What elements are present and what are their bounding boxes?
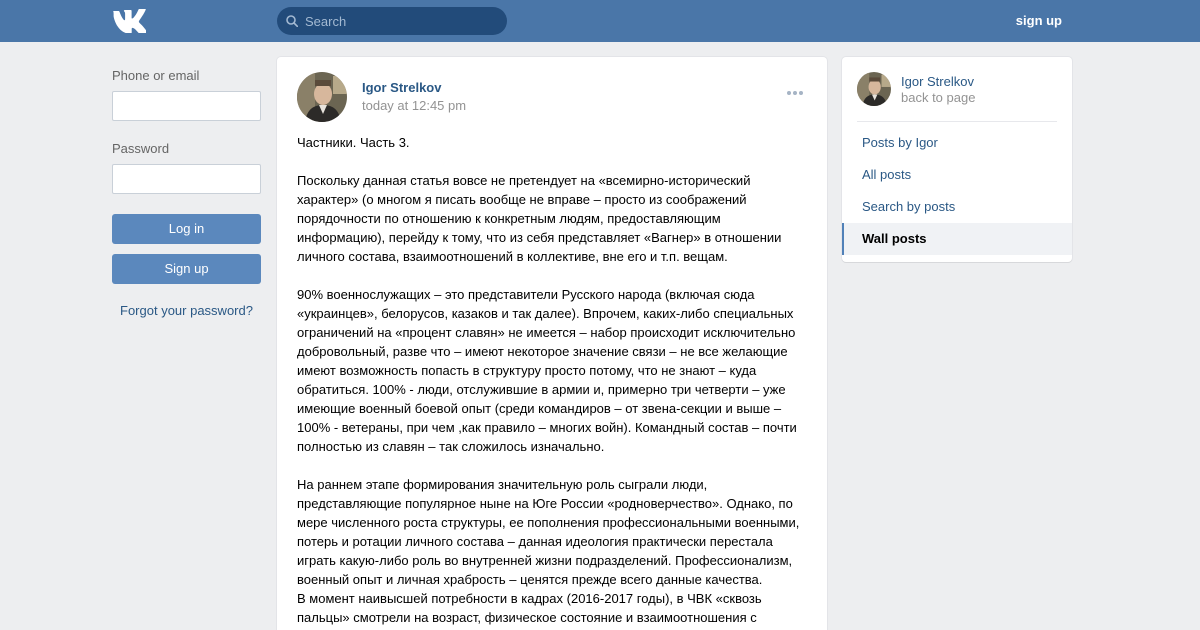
- search-input[interactable]: [305, 7, 500, 35]
- phone-email-input[interactable]: [112, 91, 261, 121]
- forgot-password-link[interactable]: Forgot your password?: [120, 303, 253, 318]
- owner-name[interactable]: Igor Strelkov: [901, 74, 974, 89]
- password-input[interactable]: [112, 164, 261, 194]
- signup-button[interactable]: Sign up: [112, 254, 261, 284]
- nav-item-all-posts[interactable]: All posts: [862, 167, 912, 182]
- top-bar: [0, 0, 1200, 42]
- post-paragraph: 90% военнослужащих – это представители Русского народа (включая сюда «украинцев», белорусов, казаков и так далее). Впрочем, каких-либо специальных ограничений на «процент славян» не имеется – набор происходит исключительно добровольный, разве что – имеют некоторое значение связи – не все желающие имеют возможность попасть в структуру просто потому, что не знают – куда обратиться. 100% - люди, отслужившие в армии и, примерно три четверти – уже имеющие военный боевой опыт (среди командиров – от звена-секции и выше – 100% - ветераны, при чем ,как правило – многих войн). Командный состав – почти полностью из славян – так сложилось изначально.: [297, 287, 797, 454]
- post-text: [297, 133, 809, 630]
- post-author[interactable]: Igor Strelkov: [362, 80, 442, 95]
- post-timestamp[interactable]: today at 12:45 pm: [362, 98, 467, 113]
- nav-item-wall-posts[interactable]: Wall posts: [842, 223, 1072, 255]
- search-icon: [286, 15, 298, 27]
- search-box[interactable]: [277, 7, 507, 35]
- back-to-page-link[interactable]: back to page: [901, 90, 976, 105]
- password-label: Password: [112, 141, 170, 156]
- post-paragraph: В момент наивысшей потребности в кадрах (2016-2017 годы), в ЧВК «сквозь пальцы» смотрели на возраст, физическое состояние и взаимоотношения с: [297, 591, 762, 625]
- phone-label: Phone or email: [112, 68, 200, 83]
- signup-link[interactable]: sign up: [1015, 13, 1062, 28]
- divider: [857, 121, 1057, 122]
- nav-item-search-posts[interactable]: Search by posts: [862, 199, 956, 214]
- owner-avatar[interactable]: [857, 72, 891, 106]
- wall-post: [277, 57, 827, 630]
- login-form: [112, 68, 261, 318]
- author-avatar[interactable]: [297, 72, 347, 122]
- vk-logo-icon[interactable]: [112, 9, 146, 33]
- avatar-photo-icon: [297, 72, 347, 122]
- more-options-icon[interactable]: [787, 83, 809, 95]
- nav-item-posts-by-owner[interactable]: Posts by Igor: [862, 135, 938, 150]
- avatar-photo-icon: [857, 72, 891, 106]
- wall-nav-box: [842, 57, 1072, 262]
- post-paragraph: Частники. Часть 3.: [297, 135, 410, 150]
- post-paragraph: Поскольку данная статья вовсе не претендует на «всемирно-исторический характер» (о многом я писать вообще не вправе – просто из соображений порядочности по отношению к конкретным людям, предоставляющим информацию), перейду к тому, что из себя представляет «Вагнер» в отношении личного состава, взаимоотношений в коллективе, вне его и т.п. вещам.: [297, 173, 782, 264]
- login-button[interactable]: Log in: [112, 214, 261, 244]
- post-paragraph: На раннем этапе формирования значительную роль сыграли люди, представляющие популярное ныне на Юге России «родноверчество». Однако, по мере численного роста структуры, ее пополнения профессиональными военными, потерь и ротации личного состава – данная идеология практически перестала играть какую-либо роль во внутренней жизни подразделений. Профессионализм, военный опыт и личная храбрость – ценятся прежде всего данные качества.: [297, 477, 800, 587]
